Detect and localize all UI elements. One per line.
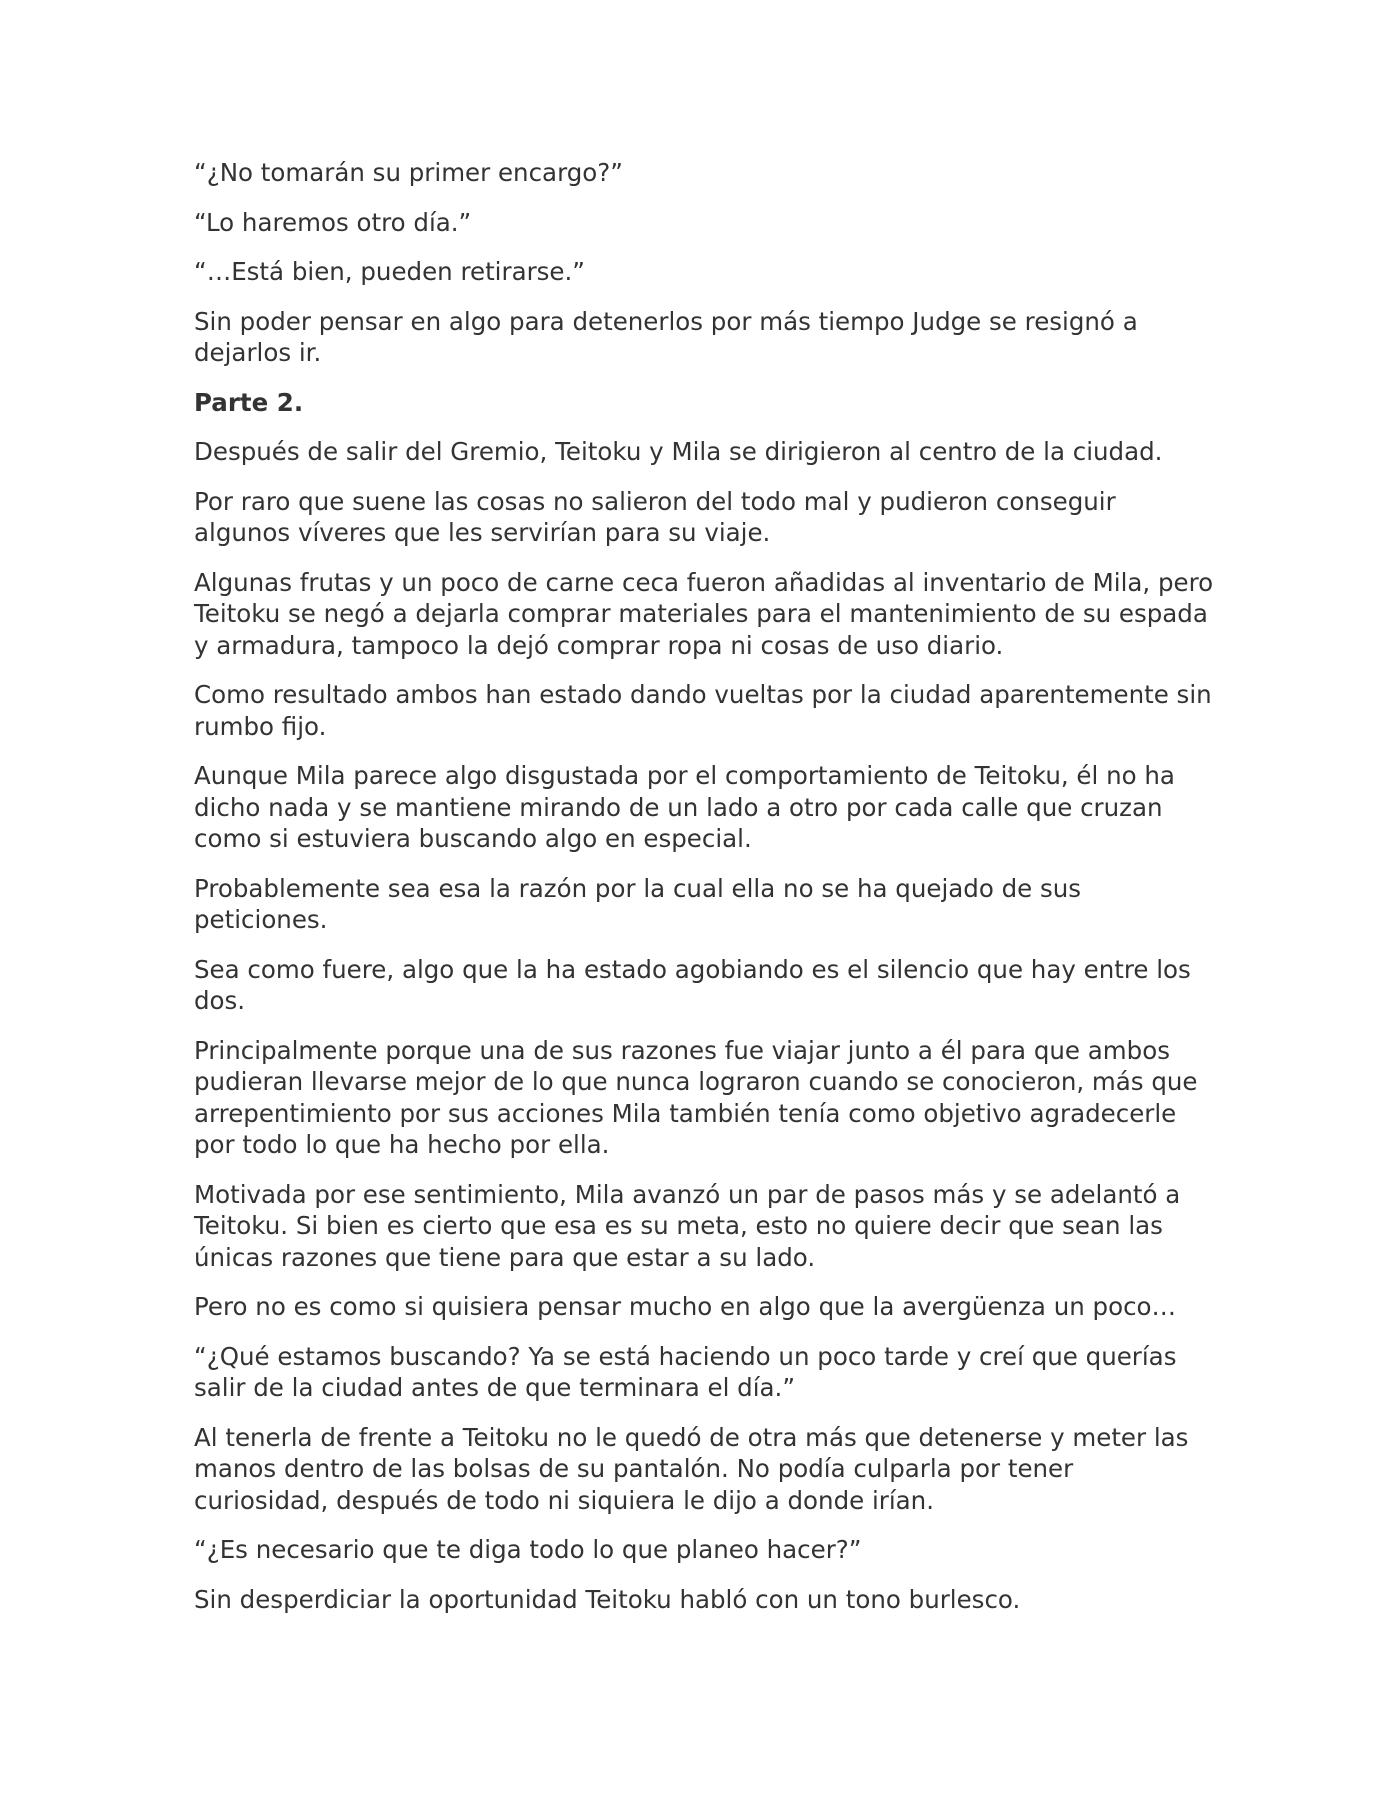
paragraph-4: Sin poder pensar en algo para detenerlos por más tiempo Judge se resignó a dejarlos ir.: [194, 306, 1138, 367]
section-paragraph-9: Motivada por ese sentimiento, Mila avanzó un par de pasos más y se adelantó a Teitoku. Si bien es cierto que esa es su meta, esto no quiere decir que sean las únicas razones que tiene para que estar a su lado.: [194, 1179, 1181, 1272]
section-paragraph-11: “¿Qué estamos buscando? Ya se está haciendo un poco tarde y creí que querías salir de la ciudad antes de que terminara el día.”: [194, 1341, 1177, 1402]
section-paragraph-10: Pero no es como si quisiera pensar mucho en algo que la avergüenza un poco…: [194, 1292, 1177, 1321]
section-paragraph-7: Sea como fuere, algo que la ha estado agobiando es el silencio que hay entre los dos.: [194, 954, 1191, 1015]
section-heading: Parte 2.: [194, 387, 304, 417]
section-paragraph-5: Aunque Mila parece algo disgustada por el comportamiento de Teitoku, él no ha dicho nada y se mantiene mirando de un lado a otro por cada calle que cruzan como si estuviera buscando algo en especial.: [194, 761, 1175, 853]
section-paragraph-3: Algunas frutas y un poco de carne ceca fueron añadidas al inventario de Mila, pero Teitoku se negó a dejarla comprar materiales para el mantenimiento de su espada y armadura, tampoco la dejó comprar ropa ni cosas de uso diario.: [194, 567, 1214, 660]
section-paragraph-13: “¿Es necesario que te diga todo lo que planeo hacer?”: [194, 1535, 862, 1564]
section-paragraph-8: Principalmente porque una de sus razones fue viajar junto a él para que ambos pudieran llevarse mejor de lo que nunca lograron cuando se conocieron, más que arrepentimiento por sus acciones Mila también tenía como objetivo agradecerle por todo lo que ha hecho por ella.: [194, 1035, 1198, 1159]
section-paragraph-2: Por raro que suene las cosas no salieron del todo mal y pudieron conseguir algunos víveres que les servirían para su viaje.: [194, 486, 1116, 547]
section-paragraph-14: Sin desperdiciar la oportunidad Teitoku habló con un tono burlesco.: [194, 1584, 1021, 1614]
section-paragraph-6: Probablemente sea esa la razón por la cual ella no se ha quejado de sus peticiones.: [194, 873, 1082, 934]
section-paragraph-1: Después de salir del Gremio, Teitoku y Mila se dirigieron al centro de la ciudad.: [194, 437, 1163, 466]
paragraph-2: “Lo haremos otro día.”: [194, 207, 472, 237]
section-paragraph-4: Como resultado ambos han estado dando vueltas por la ciudad aparentemente sin rumbo fijo.: [194, 680, 1212, 741]
section-paragraph-12: Al tenerla de frente a Teitoku no le quedó de otra más que detenerse y meter las manos dentro de las bolsas de su pantalón. No podía culparla por tener curiosidad, después de todo ni siquiera le dijo a donde irían.: [194, 1422, 1189, 1515]
paragraph-1: “¿No tomarán su primer encargo?”: [194, 158, 623, 187]
paragraph-3: “…Está bien, pueden retirarse.”: [194, 257, 585, 286]
document-page: [194, 157, 1214, 1633]
